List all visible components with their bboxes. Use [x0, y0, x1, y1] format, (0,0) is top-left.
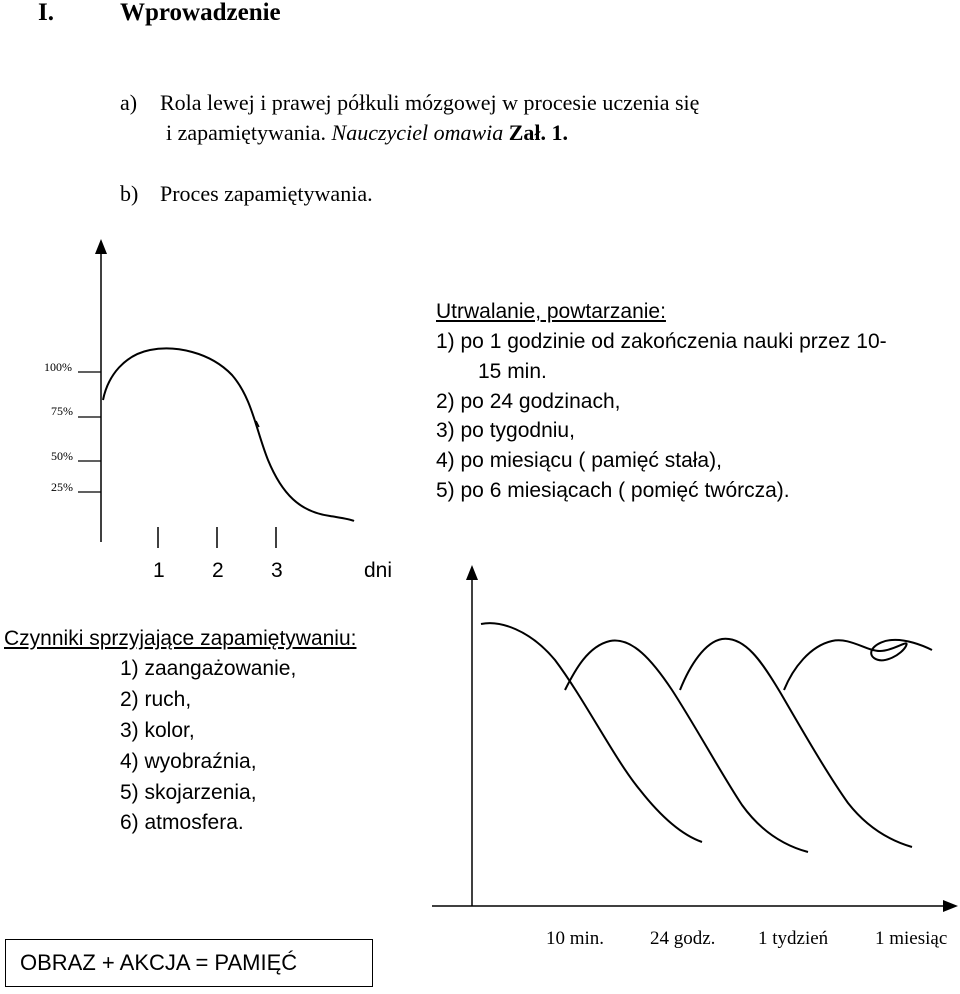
chart1-xlabel-2: 2: [212, 559, 224, 582]
item-b-text: Proces zapamiętywania.: [160, 181, 373, 206]
factors-item: 6) atmosfera.: [120, 811, 244, 834]
factors-item: 5) skojarzenia,: [120, 781, 257, 804]
factors-item: 4) wyobraźnia,: [120, 750, 257, 773]
item-a-marker: a): [120, 90, 138, 115]
chart2-xlabel-10min: 10 min.: [546, 928, 605, 949]
consolidation-line-2: 2) po 24 godzinach,: [436, 390, 621, 413]
chart2-curve-24h: [565, 641, 808, 852]
consolidation-line-5: 5) po 6 miesiącach ( pomięć twórcza).: [436, 479, 790, 502]
item-a-line2-text: i zapamiętywania.: [166, 120, 332, 145]
chart1-ylabel-75: 75%: [51, 404, 73, 418]
item-b-marker: b): [120, 181, 139, 206]
chart1-y-axis-arrow: [95, 239, 107, 254]
chart1-xlabel-unit: dni: [364, 559, 393, 582]
chart1-ylabel-50: 50%: [51, 449, 73, 463]
chart1-ylabel-25: 25%: [51, 480, 73, 494]
item-a-attachment-ref: Zał. 1.: [508, 120, 569, 145]
item-a-teacher-note: Nauczyciel omawia: [331, 120, 509, 145]
item-a-line1: Rola lewej i prawej półkuli mózgowej w procesie uczenia się: [160, 90, 700, 115]
chart1-forgetting-curve: [103, 348, 354, 521]
section-title: Wprowadzenie: [120, 0, 281, 26]
chart2-xlabel-1month: 1 miesiąc: [875, 928, 948, 949]
factors-title: Czynniki sprzyjające zapamiętywaniu:: [4, 627, 357, 650]
factors-item: 1) zaangażowanie,: [120, 657, 297, 680]
consolidation-line-1: 1) po 1 godzinie od zakończenia nauki przez 10-: [436, 330, 887, 353]
factors-item: 3) kolor,: [120, 719, 195, 742]
chart1-xlabel-3: 3: [271, 559, 283, 582]
chart2-y-axis-arrow: [466, 565, 478, 580]
consolidation-line-1b: 15 min.: [478, 360, 547, 383]
chart1-xlabel-1: 1: [153, 559, 165, 582]
consolidation-line-4: 4) po miesiącu ( pamięć stała),: [436, 449, 722, 472]
chart2-xlabel-1week: 1 tydzień: [758, 928, 829, 949]
formula-text: OBRAZ + AKCJA = PAMIĘĆ: [20, 950, 298, 975]
chart2-x-axis-arrow: [943, 900, 958, 912]
factors-item: 2) ruch,: [120, 688, 192, 711]
section-number: I.: [38, 0, 54, 26]
consolidation-line-3: 3) po tygodniu,: [436, 419, 575, 442]
chart2-curve-10min: [481, 623, 702, 842]
formula-box: [5, 939, 373, 987]
chart2-curve-1month: [784, 640, 932, 690]
chart2-curve-1week: [680, 639, 912, 847]
consolidation-title: Utrwalanie, powtarzanie:: [436, 300, 666, 323]
chart1-ylabel-100: 100%: [44, 360, 72, 374]
chart2-xlabel-24h: 24 godz.: [650, 928, 716, 949]
